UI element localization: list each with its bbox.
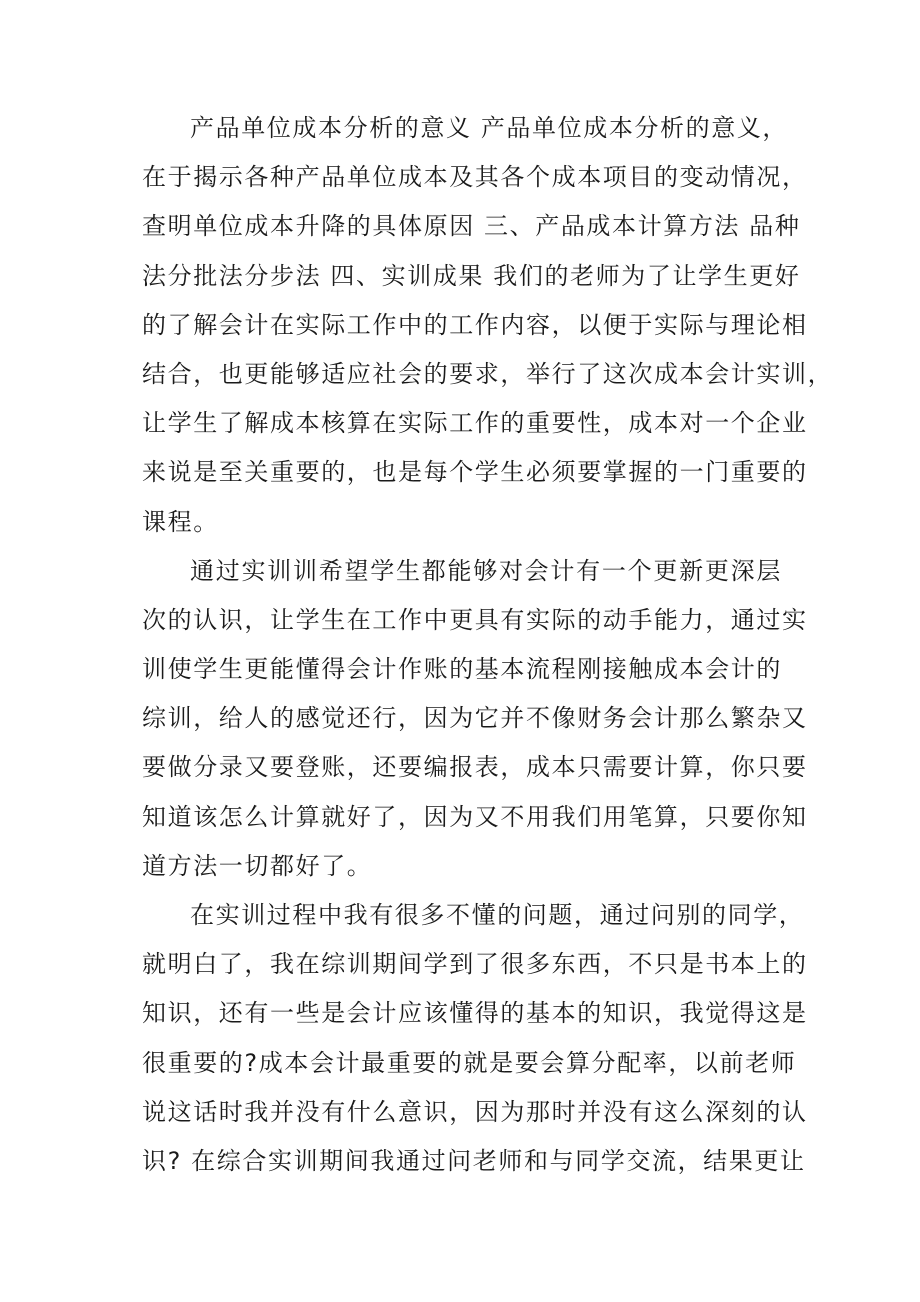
text-line: 识? 在综合实训期间我通过问老师和与同学交流，结果更让 <box>142 1146 806 1175</box>
text-line: 综训，给人的感觉还行，因为它并不像财务会计那么繁杂又 <box>142 704 808 733</box>
text-line: 要做分录又要登账，还要编报表，成本只需要计算，你只要 <box>142 753 808 782</box>
paragraph-3 <box>142 891 808 1186</box>
text-line: 来说是至关重要的，也是每个学生必须要掌握的一门重要的 <box>142 458 808 487</box>
text-line: 在于揭示各种产品单位成本及其各个成本项目的变动情况， <box>142 163 808 192</box>
text-line: 知道该怎么计算就好了，因为又不用我们用笔算，只要你知 <box>142 802 808 831</box>
paragraph-2 <box>142 547 808 891</box>
text-line: 就明白了，我在综训期间学到了很多东西，不只是书本上的 <box>142 950 808 979</box>
text-line: 课程。 <box>142 507 219 536</box>
paragraph-1 <box>142 104 834 547</box>
text-line: 让学生了解成本核算在实际工作的重要性，成本对一个企业 <box>142 409 808 438</box>
text-line: 通过实训训希望学生都能够对会计有一个更新更深层 <box>190 556 782 585</box>
text-line: 知识，还有一些是会计应该懂得的基本的知识，我觉得这是 <box>142 999 808 1028</box>
text-line: 在实训过程中我有很多不懂的问题，通过问别的同学， <box>190 901 805 929</box>
text-line: 训使学生更能懂得会计作账的基本流程刚接触成本会计的 <box>142 655 782 684</box>
text-line: 次的认识，让学生在工作中更具有实际的动手能力，通过实 <box>142 605 808 634</box>
text-line: 很重要的?成本会计最重要的就是要会算分配率，以前老师 <box>142 1048 797 1077</box>
text-line: 查明单位成本升降的具体原因 三、产品成本计算方法 品种 <box>142 212 801 241</box>
document-body <box>142 104 834 1186</box>
text-line: 道方法一切都好了。 <box>142 851 373 880</box>
text-line: 说这话时我并没有什么意识，因为那时并没有这么深刻的认 <box>142 1097 808 1126</box>
text-line: 产品单位成本分析的意义 产品单位成本分析的意义， <box>190 114 789 142</box>
text-line: 法分批法分步法 四、实训成果 我们的老师为了让学生更好 <box>142 261 801 290</box>
text-line: 结合，也更能够适应社会的要求，举行了这次成本会计实训， <box>142 359 834 388</box>
text-line: 的了解会计在实际工作中的工作内容，以便于实际与理论相 <box>142 310 808 339</box>
